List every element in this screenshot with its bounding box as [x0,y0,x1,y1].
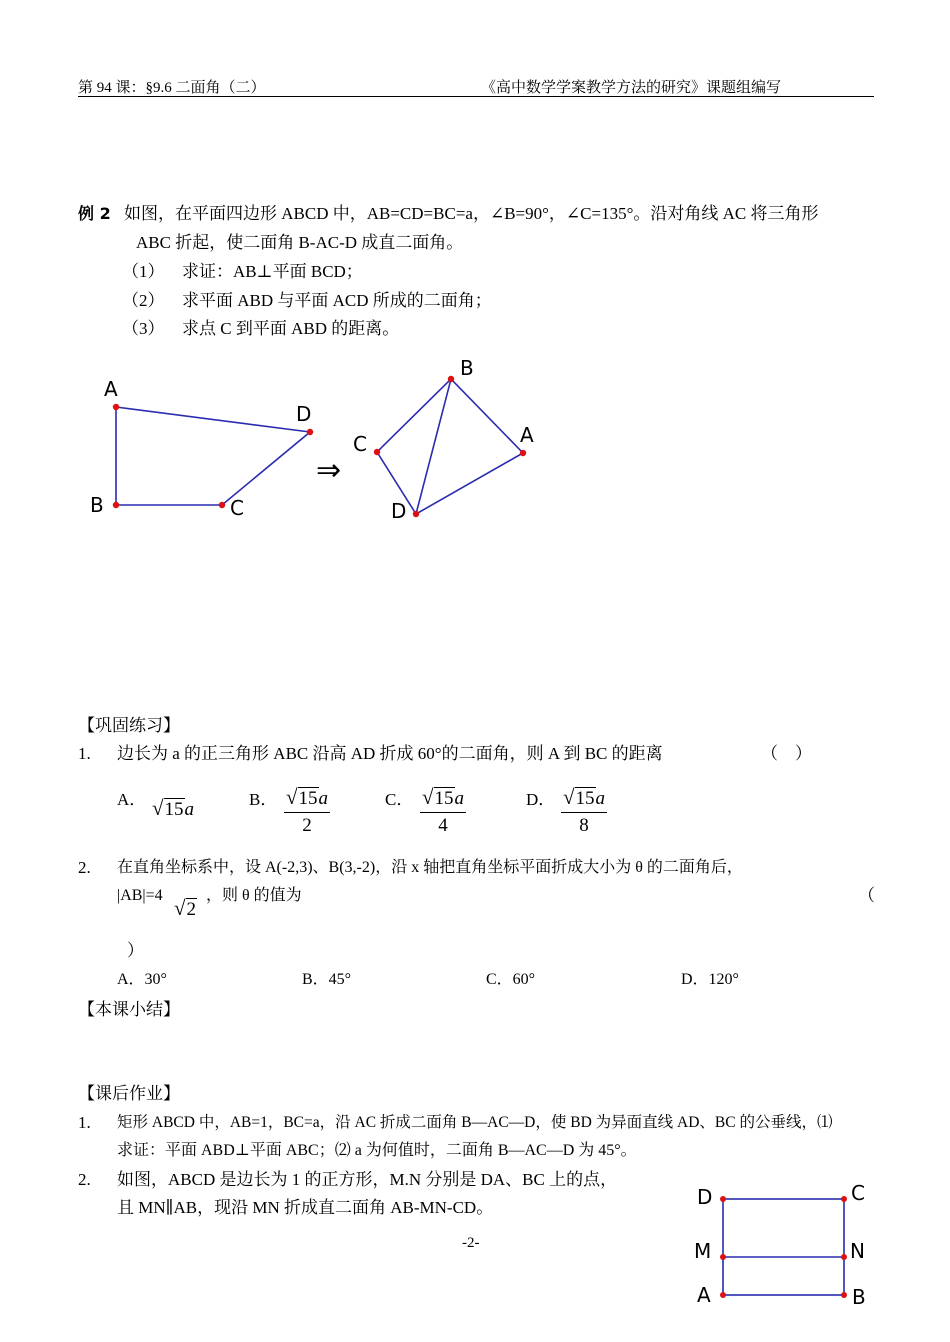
summary-heading: 【本课小结】 [78,1000,180,1019]
point-b2 [448,376,454,382]
label-a3: A [697,1283,711,1307]
homework-q1-num: 1. [78,1113,91,1132]
q1-option-a-label: A． [117,790,147,809]
q1-c-radicand: 15 [434,788,454,809]
point-d3 [720,1196,726,1202]
edge-ba [451,379,523,453]
example-tag: 例 2 [78,204,111,223]
point-d [307,429,313,435]
point-b3 [841,1292,847,1298]
practice-q2-paren-close: ） [127,941,144,960]
header-rule [78,96,874,97]
q2-option-a: A．30° [117,971,167,988]
label-m: M [694,1239,712,1263]
label-c2: C [353,432,367,456]
practice-q2-line1: 在直角坐标系中，设 A(-2,3)、B(3,-2)，沿 x 轴把直角坐标平面折成大小为 θ 的二面角后， [117,859,743,876]
q1-b-var: a [318,788,329,809]
square-abcd [723,1199,844,1295]
example-item-num-2: （2） [122,291,165,310]
q1-a-var: a [184,799,195,820]
edge-ad [416,453,523,514]
header-left: 第 94 课：§9.6 二面角（二） [78,80,266,96]
q2-option-c: C．60° [486,971,536,988]
point-b [113,502,119,508]
edge-bc [377,379,451,452]
practice-heading: 【巩固练习】 [78,716,180,735]
example-item-text-1: 求证：AB⊥平面 BCD； [182,262,363,281]
example-item-text-2: 求平面 ABD 与平面 ACD 所成的二面角； [182,291,492,310]
q1-option-c-fraction: √15a 4 [422,785,465,836]
q1-option-c-label: C． [385,790,414,809]
practice-q2-num: 2. [78,858,91,877]
example-item-num-1: （1） [122,262,165,281]
quadrilateral-outline [116,407,310,505]
folded-tetrahedron [353,356,534,523]
practice-q2-line2-pre: |AB|=4 [117,887,163,904]
q1-option-d-label: D． [526,790,556,809]
homework-q2-num: 2. [78,1170,91,1189]
point-c3 [841,1196,847,1202]
label-d: D [296,402,312,426]
q2-option-b: B．45° [302,971,352,988]
label-n: N [850,1239,865,1263]
point-d2 [413,511,419,517]
point-c2 [374,449,380,455]
label-b2: B [460,356,474,380]
label-c: C [230,496,244,520]
implies-arrow: ⇒ [316,453,342,488]
label-a: A [104,377,118,401]
label-d3: D [697,1185,713,1209]
q1-c-var: a [454,788,465,809]
point-m [720,1254,726,1260]
page-number: -2- [462,1235,480,1251]
header-right: 《高中数学学案教学方法的研究》课题组编写 [481,80,782,96]
q1-b-denominator: 2 [302,815,312,836]
example-line-2: ABC 折起，使二面角 B-AC-D 成直二面角。 [136,233,464,252]
edge-bd [416,379,451,514]
fold-figure [0,350,600,530]
label-b: B [90,493,104,517]
q1-option-b-fraction: √15a 2 [286,785,329,836]
point-a [113,404,119,410]
label-b3: B [852,1285,866,1309]
point-a2 [520,450,526,456]
point-n [841,1254,847,1260]
homework-q1-line1: 矩形 ABCD 中，AB=1，BC=a，沿 AC 折成二面角 B—AC—D，使 BD 为异面直线 AD、BC 的公垂线，⑴ [117,1114,833,1131]
q2-option-d: D．120° [681,971,739,988]
q1-c-denominator: 4 [438,815,448,836]
q1-option-b-label: B． [249,790,278,809]
homework-q2-line1: 如图，ABCD 是边长为 1 的正方形，M.N 分别是 DA、BC 上的点， [117,1170,618,1189]
label-c3: C [851,1181,865,1205]
practice-q1-num: 1. [78,744,91,763]
homework-q1-line2: 求证：平面 ABD⊥平面 ABC；⑵ a 为何值时，二面角 B—AC—D 为 45°。 [117,1142,637,1159]
practice-q1-paren: （ ） [761,744,812,763]
example-item-text-3: 求点 C 到平面 ABD 的距离。 [182,319,400,338]
q1-option-d-fraction: √15a 8 [563,785,606,836]
homework-heading: 【课后作业】 [78,1084,180,1103]
practice-q2-sqrt: √2 [174,896,197,920]
example-item-num-3: （3） [122,319,165,338]
q1-a-radicand: 15 [164,799,184,820]
quadrilateral-abcd [90,377,313,520]
practice-q1-text: 边长为 a 的正三角形 ABC 沿高 AD 折成 60°的二面角，则 A 到 BC 的距离 [117,744,663,763]
practice-q2-paren-open: （ [858,886,875,905]
example-line-1: 如图，在平面四边形 ABCD 中，AB=CD=BC=a，∠B=90°，∠C=135°。沿对角线 AC 将三角形 [124,204,819,223]
point-a3 [720,1292,726,1298]
q1-option-a-value: √15a [152,796,195,820]
q1-d-denominator: 8 [579,815,589,836]
square-fold-figure [690,1175,880,1315]
label-d2: D [391,499,407,523]
label-a2: A [520,423,534,447]
q1-b-radicand: 15 [298,788,318,809]
point-c [219,502,225,508]
homework-q2-line2: 且 MN∥AB，现沿 MN 折成直二面角 AB-MN-CD。 [117,1198,494,1217]
q1-d-radicand: 15 [575,788,595,809]
q1-d-var: a [595,788,606,809]
practice-q2-line2-post: ，则 θ 的值为 [206,887,302,904]
q2-radicand: 2 [186,899,197,920]
